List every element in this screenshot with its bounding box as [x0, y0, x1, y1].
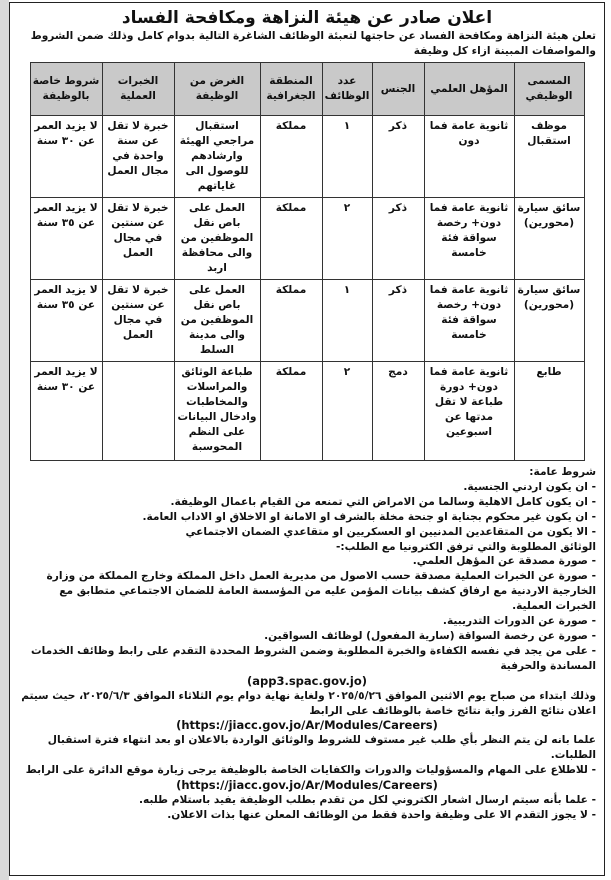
cell-job-title: طابع	[514, 362, 584, 461]
condition-item: - ان يكون غير محكوم بجناية او جنحة مخلة بالشرف او الامانة او الاخلاق او الاداب العامة.	[142, 510, 596, 523]
condition-item: - ان يكون كامل الاهلية وسالما من الامراض التي تمنعه من القيام باعمال الوظيفة.	[170, 495, 596, 508]
cell-job-title: سائق سيارة (محورين)	[514, 198, 584, 280]
cell-region: مملكة	[260, 280, 322, 362]
condition-item: - ان يكون اردني الجنسية.	[463, 480, 596, 493]
dates-note: وذلك ابتداء من صباح يوم الاثنين الموافق ٢٠٢٥/٥/٢٦ ولغاية نهاية دوام يوم الثلاثاء الموافق ٢٠٢٥/٦/٣، حيث سيتم اعلان نتائج الفرز واية نتائج خاصة بالوظائف على الرابط	[21, 689, 596, 717]
cell-experience: خبرة لا تقل عن سنة واحدة في مجال العمل	[102, 116, 174, 198]
announcement-sheet	[9, 2, 605, 876]
cell-qualification: ثانوية عامة فما دون	[424, 116, 514, 198]
header-special-conditions: شروط خاصة بالوظيفة	[30, 63, 102, 116]
header-purpose: الغرض من الوظيفة	[174, 63, 260, 116]
cell-vacancies: ١	[322, 116, 372, 198]
cell-vacancies: ١	[322, 280, 372, 362]
results-link: (https://jiacc.gov.jo/Ar/Modules/Careers)	[176, 718, 438, 733]
table-row	[30, 362, 584, 461]
cell-special-conditions: لا يزيد العمر عن ٣٠ سنة	[30, 116, 102, 198]
scan-edge	[0, 0, 9, 880]
document-item: - صورة مصدقة عن المؤهل العلمي.	[412, 555, 596, 568]
header-qualification: المؤهل العلمي	[424, 63, 514, 116]
cell-vacancies: ٢	[322, 198, 372, 280]
cell-purpose: العمل على باص نقل الموظفين من والى مدينة السلط	[174, 280, 260, 362]
cell-vacancies: ٢	[322, 362, 372, 461]
cell-purpose: طباعة الوثائق والمراسلات والمخاطبات وادخال البيانات على النظم المحوسبة	[174, 362, 260, 461]
cell-special-conditions: لا يزيد العمر عن ٣٥ سنة	[30, 280, 102, 362]
announcement-intro: تعلن هيئة النزاهة ومكافحة الفساد عن حاجتها لتعبئة الوظائف الشاغرة التالية بدوام كامل وذلك ضمن الشروط والمواصفات المبينة ازاء كل وظيفة	[30, 30, 596, 57]
cell-gender: ذكر	[372, 116, 424, 198]
cell-region: مملكة	[260, 198, 322, 280]
cell-qualification: ثانوية عامة فما دون+ دورة طباعة لا تقل مدتها عن اسبوعين	[424, 362, 514, 461]
cell-purpose: استقبال مراجعي الهيئة وارشادهم للوصول الى غاياتهم	[174, 116, 260, 198]
apply-note: - على من يجد في نفسه الكفاءة والخبرة المطلوبة وضمن الشروط المحددة التقدم على رابط وظائف الخدمات المساندة والحرفية	[30, 644, 596, 672]
header-experience: الخبرات العملية	[102, 63, 174, 116]
document-item: - صورة عن الخبرات العملية مصدقة حسب الاصول من مديرية العمل داخل المملكة وخارج المملكة من وزارة الخارجية الاردنية مع ارفاق كشف بيانات المؤمن عليه من المؤسسة العامة للضمان الاجتماعي متطابق مع الخبرات العملية.	[46, 570, 596, 613]
notice-job-details: - للاطلاع على المهام والمسؤوليات والدورات والكفايات الخاصة بالوظيفة يرجى زيارة موقع الدائرة على الرابط	[25, 764, 596, 777]
cell-experience: خبرة لا تقل عن سنتين في مجال العمل	[102, 198, 174, 280]
jobs-table	[30, 62, 585, 461]
cell-special-conditions: لا يزيد العمر عن ٣٠ سنة	[30, 362, 102, 461]
table-row	[30, 280, 584, 362]
cell-gender: ذكر	[372, 280, 424, 362]
table-header-row	[30, 63, 584, 116]
cell-qualification: ثانوية عامة فما دون+ رخصة سواقة فئة خامسة	[424, 280, 514, 362]
details-link: (https://jiacc.gov.jo/Ar/Modules/Careers)	[176, 778, 438, 793]
cell-experience	[102, 362, 174, 461]
cell-job-title: سائق سيارة (محورين)	[514, 280, 584, 362]
document-item: - صورة عن رخصة السواقة (سارية المفعول) لوظائف السواقين.	[264, 629, 596, 642]
conditions-section	[10, 461, 604, 823]
cell-purpose: العمل على باص نقل الموظفين من والى محافظة اربد	[174, 198, 260, 280]
cell-region: مملكة	[260, 116, 322, 198]
apply-link: (app3.spac.gov.jo)	[246, 673, 368, 688]
required-documents-heading: الوثائق المطلوبة والتي ترفق الكترونيا مع الطلب:-	[336, 540, 596, 553]
cell-special-conditions: لا يزيد العمر عن ٣٥ سنة	[30, 198, 102, 280]
cell-qualification: ثانوية عامة فما دون+ رخصة سواقة فئة خامسة	[424, 198, 514, 280]
notice-single-application: - لا يجوز التقدم الا على وظيفة واحدة فقط من الوظائف المعلن عنها بذات الاعلان.	[167, 808, 596, 821]
notice-email-confirmation: - علما بأنه سيتم ارسال اشعار الكتروني لكل من تقدم بطلب الوظيفة يفيد باستلام طلبه.	[138, 793, 596, 806]
header-region: المنطقة الجغرافية	[260, 63, 322, 116]
cell-gender: دمج	[372, 362, 424, 461]
general-conditions-heading: شروط عامة:	[529, 466, 596, 478]
cell-experience: خبرة لا تقل عن سنتين في مجال العمل	[102, 280, 174, 362]
table-row	[30, 116, 584, 198]
header-gender: الجنس	[372, 63, 424, 116]
notice-incomplete-applications: علما بانه لن يتم النظر بأي طلب غير مستوف للشروط والوثائق الواردة بالاعلان او بعد انتهاء فترة استقبال الطلبات.	[47, 734, 596, 762]
condition-item: - الا يكون من المتقاعدين المدنيين او العسكريين او متقاعدي الضمان الاجتماعي	[185, 525, 596, 538]
table-row	[30, 198, 584, 280]
header-job-title: المسمى الوظيفي	[514, 63, 584, 116]
cell-gender: ذكر	[372, 198, 424, 280]
cell-region: مملكة	[260, 362, 322, 461]
document-item: - صورة عن الدورات التدريبية.	[442, 615, 596, 628]
header-vacancies: عدد الوظائف	[322, 63, 372, 116]
announcement-title: اعلان صادر عن هيئة النزاهة ومكافحة الفساد	[121, 8, 493, 28]
cell-job-title: موظف استقبال	[514, 116, 584, 198]
